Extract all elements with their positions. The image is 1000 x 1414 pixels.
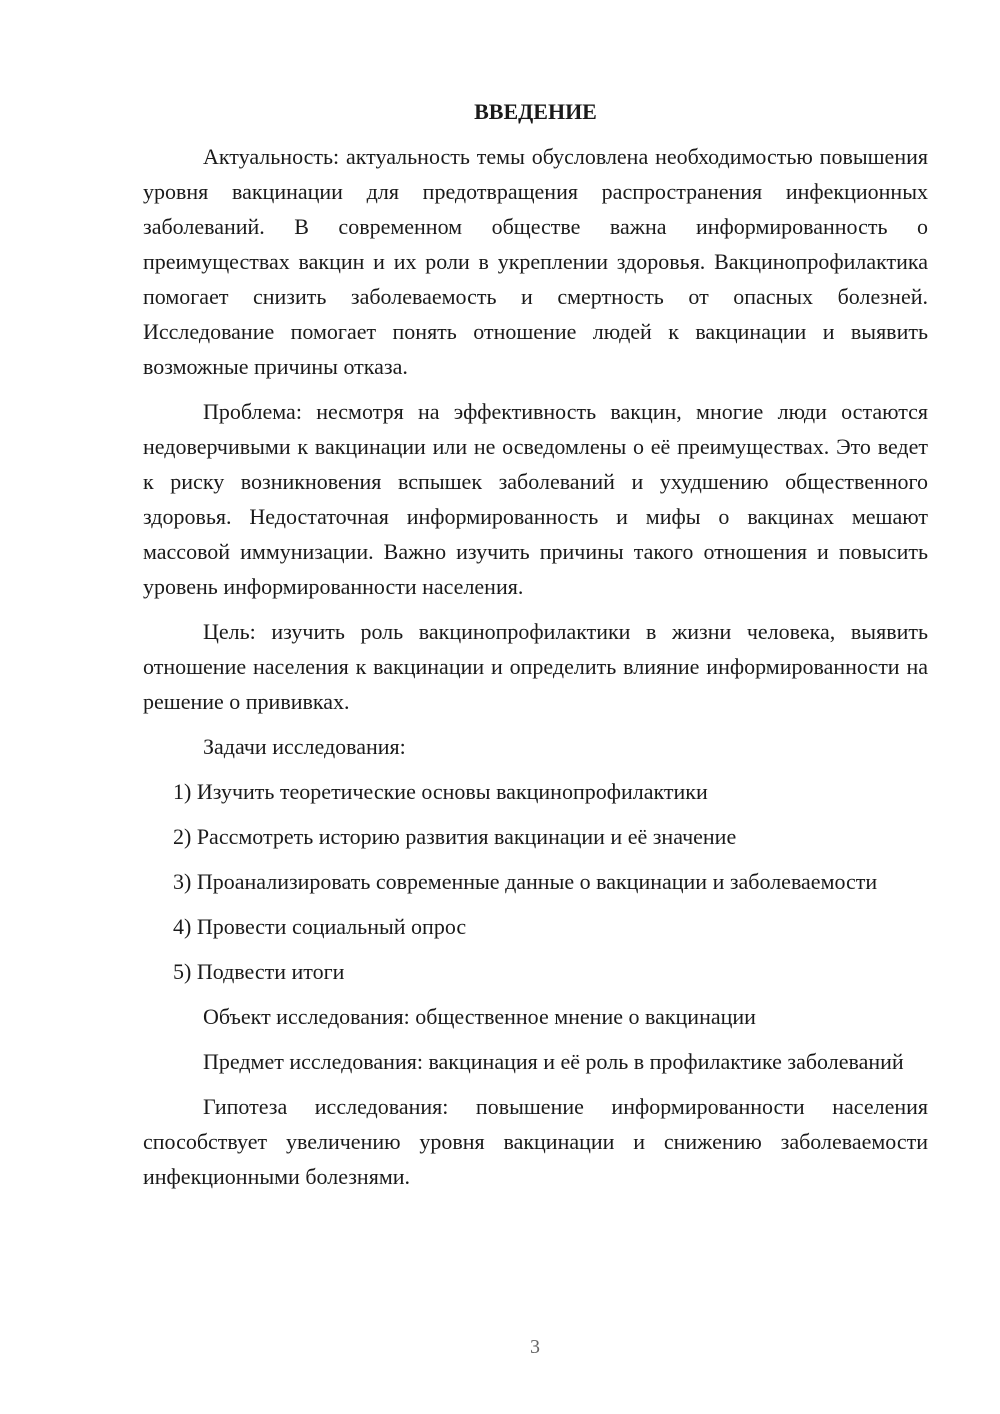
task-item: 3) Проанализировать современные данные о вакцинации и заболеваемости [173, 869, 878, 894]
paragraph-hypothesis: Гипотеза исследования: повышение информированности населения способствует увеличению уровня вакцинации и снижению заболеваемости инфекционными болезнями. [143, 1094, 928, 1189]
paragraph-goal: Цель: изучить роль вакцинопрофилактики в жизни человека, выявить отношение населения к вакцинации и определить влияние информированности на решение о прививках. [143, 619, 928, 714]
paragraph-object: Объект исследования: общественное мнение о вакцинации [203, 1004, 756, 1029]
document-body [143, 94, 928, 1204]
task-item: 1) Изучить теоретические основы вакцинопрофилактики [173, 779, 708, 804]
task-item: 5) Подвести итоги [173, 959, 345, 984]
task-item: 4) Провести социальный опрос [173, 914, 467, 939]
section-title: ВВЕДЕНИЕ [474, 99, 597, 124]
paragraph-relevance: Актуальность: актуальность темы обусловлена необходимостью повышения уровня вакцинации для предотвращения распространения инфекционных заболеваний. В современном обществе важна информированность о преимуществах вакцин и их роли в укреплении здоровья. Вакцинопрофилактика помогает снизить заболеваемость и смертность от опасных болезней. Исследование помогает понять отношение людей к вакцинации и выявить возможные причины отказа. [143, 144, 928, 379]
task-item: 2) Рассмотреть историю развития вакцинации и её значение [173, 824, 737, 849]
paragraph-problem: Проблема: несмотря на эффективность вакцин, многие люди остаются недоверчивыми к вакцинации или не осведомлены о её преимуществах. Это ведет к риску возникновения вспышек заболеваний и ухудшению общественного здоровья. Недостаточная информированность и мифы о вакцинах мешают массовой иммунизации. Важно изучить причины такого отношения и повысить уровень информированности населения. [143, 399, 928, 599]
paragraph-subject: Предмет исследования: вакцинация и её роль в профилактике заболеваний [203, 1049, 904, 1074]
page-number: 3 [530, 1336, 540, 1358]
paragraph-tasks-heading: Задачи исследования: [203, 734, 406, 759]
